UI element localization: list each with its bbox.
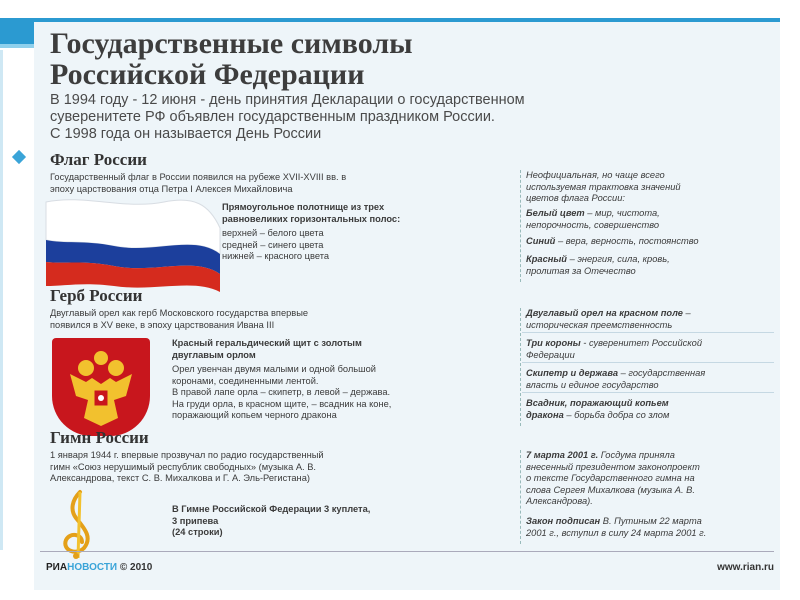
stripe-red: нижней – красного цвета <box>222 251 330 261</box>
flag-red-meaning: Красный – энергия, сила, кровь, пролитая за Отечество <box>526 254 670 276</box>
ria-novosti-logo: РИАНОВОСТИ © 2010 <box>46 562 153 573</box>
russian-flag-image <box>44 194 222 292</box>
flag-blue-meaning: Синий – вера, верность, постоянство <box>526 236 699 246</box>
coat-bold-description: Красный геральдический щит с золотым двуглавым орлом <box>172 338 362 360</box>
anthem-description: 1 января 1944 г. впервые прозвучал по радио государственный гимн «Союз нерушимый республик свободных» (музыка А. В. Александрова, текст С. В. Михалкова и Г. А. Эль-Регистана) <box>50 450 324 483</box>
column-divider <box>520 450 522 544</box>
bullet-diamond-icon <box>12 150 26 164</box>
stripe-white: верхней – белого цвета <box>222 228 324 238</box>
page-title: Государственные символы Российской Федерации <box>50 27 413 91</box>
anthem-bold-description: В Гимне Российской Федерации 3 куплета, 3 припева (24 строки) <box>172 504 371 537</box>
column-divider <box>520 308 522 426</box>
coat-eagle-meaning: Двуглавый орел на красном поле – историческая преемственность <box>526 308 691 330</box>
slide-left-rule <box>0 50 3 550</box>
footer-rule <box>40 551 774 552</box>
flag-heading: Флаг России <box>50 150 147 169</box>
coat-description: Двуглавый орел как герб Московского государства впервые появился в XV веке, в эпоху царствования Ивана III <box>50 308 309 330</box>
coat-of-arms-image <box>52 338 150 436</box>
infographic <box>34 22 780 590</box>
flag-description: Государственный флаг в России появился на рубеже XVII-XVIII вв. в эпоху царствования отца Петра I Алексея Михайловича <box>50 172 347 194</box>
anthem-heading: Гимн России <box>50 428 149 447</box>
flag-stripes-list <box>222 228 329 263</box>
anthem-date-note: 7 марта 2001 г. Госдума приняла внесенный президентом законопроект о тексте Государственного гимна на слова Сергея Михалкова (музыка А. В. Александрова). <box>526 450 700 506</box>
row-separator <box>522 362 774 363</box>
coat-crowns-meaning: Три короны - суверенитет Российской Федерации <box>526 338 703 360</box>
flag-white-meaning: Белый цвет – мир, чистота, непорочность, совершенство <box>526 208 660 230</box>
column-divider <box>520 170 522 282</box>
treble-clef-icon <box>52 488 104 560</box>
footer-url: www.rian.ru <box>717 562 774 573</box>
stripe-blue: средней – синего цвета <box>222 239 324 250</box>
coat-detail-text: Орел увенчан двумя малыми и одной большой коронами, соединенными лентой. В правой лапе орла – скипетр, в левой – держава. На груди орла, в красном щите, – всадник на коне, поражающий копьем черного дракона <box>172 364 392 420</box>
anthem-law-note: Закон подписан В. Путиным 22 марта 2001 г., вступил в силу 24 марта 2001 г. <box>526 516 707 538</box>
flag-colors-intro: Неофициальная, но чаще всего используемая трактовка значений цветов флага России: <box>526 170 681 203</box>
coat-rider-meaning: Всадник, поражающий копьем дракона – борьба добра со злом <box>526 398 670 420</box>
intro-text: В 1994 году - 12 июня - день принятия Декларации о государственном суверенитете РФ объявлен государственным праздником России. С 1998 года он называется День России <box>50 92 525 142</box>
row-separator <box>522 332 774 333</box>
row-separator <box>522 392 774 393</box>
flag-bold-description: Прямоугольное полотнище из трех равновеликих горизонтальных полос: <box>222 202 401 224</box>
coat-scepter-meaning: Скипетр и держава – государственная власть и единое государство <box>526 368 706 390</box>
coat-heading: Герб России <box>50 286 143 305</box>
double-headed-eagle-icon <box>52 338 150 436</box>
